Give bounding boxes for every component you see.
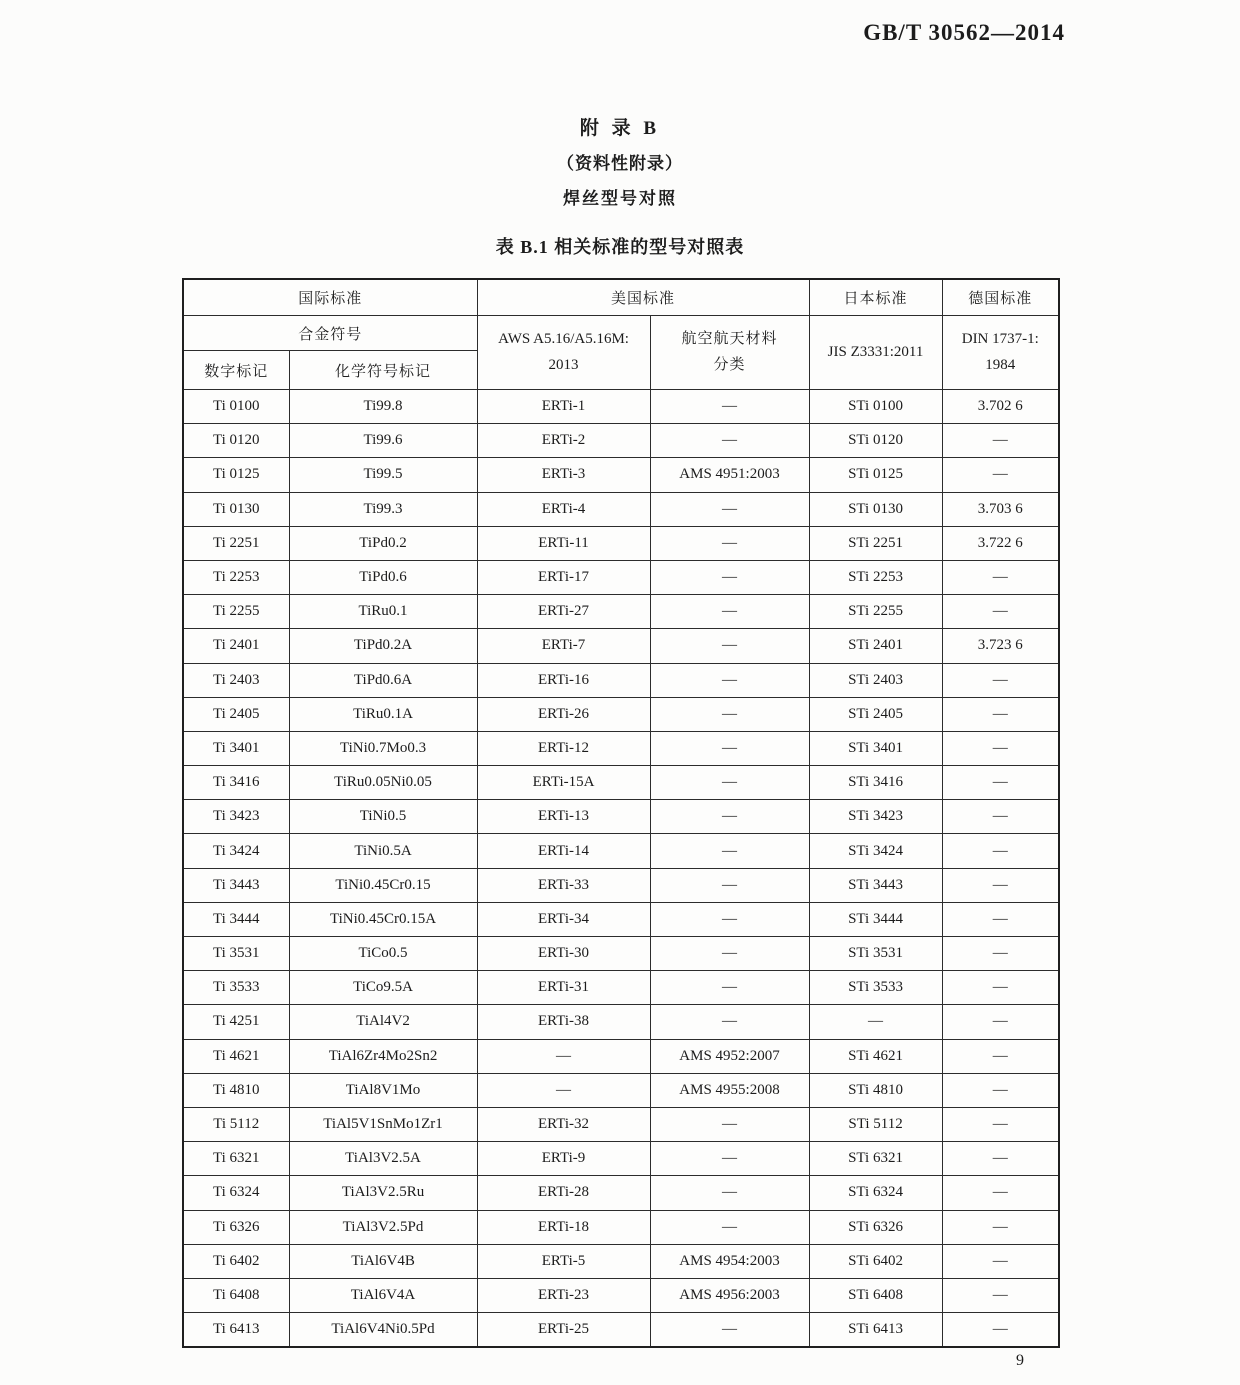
table-cell: TiAl6V4B: [289, 1244, 477, 1278]
table-cell: ERTi-17: [477, 560, 650, 594]
table-cell: —: [650, 629, 809, 663]
table-cell: 3.722 6: [942, 526, 1059, 560]
table-cell: —: [942, 1039, 1059, 1073]
table-cell: TiAl5V1SnMo1Zr1: [289, 1107, 477, 1141]
table-cell: STi 0100: [809, 390, 942, 424]
table-row: [183, 697, 1059, 731]
header-alloy-symbol: 合金符号: [183, 316, 477, 351]
table-cell: Ti99.6: [289, 424, 477, 458]
table-cell: STi 6413: [809, 1313, 942, 1348]
table-cell: —: [477, 1039, 650, 1073]
table-cell: Ti 6413: [183, 1313, 289, 1348]
table-cell: ERTi-33: [477, 868, 650, 902]
table-cell: TiAl6V4A: [289, 1278, 477, 1312]
header-de-standard: 德国标准: [942, 279, 1059, 316]
table-row: [183, 1039, 1059, 1073]
table-cell: Ti 6326: [183, 1210, 289, 1244]
table-cell: ERTi-32: [477, 1107, 650, 1141]
appendix-title: 附 录 B: [579, 118, 661, 139]
table-cell: TiAl3V2.5Pd: [289, 1210, 477, 1244]
table-cell: —: [650, 1313, 809, 1348]
table-cell: TiNi0.5: [289, 800, 477, 834]
table-cell: STi 2251: [809, 526, 942, 560]
table-row: [183, 595, 1059, 629]
table-cell: —: [942, 697, 1059, 731]
table-cell: Ti 6324: [183, 1176, 289, 1210]
table-cell: —: [942, 1313, 1059, 1348]
table-cell: ERTi-34: [477, 902, 650, 936]
table-cell: Ti99.5: [289, 458, 477, 492]
table-cell: TiAl6V4Ni0.5Pd: [289, 1313, 477, 1348]
table-cell: AMS 4956:2003: [650, 1278, 809, 1312]
table-cell: STi 6326: [809, 1210, 942, 1244]
table-row: [183, 1244, 1059, 1278]
table-cell: STi 3423: [809, 800, 942, 834]
table-row: [183, 492, 1059, 526]
table-cell: TiNi0.7Mo0.3: [289, 731, 477, 765]
table-cell: Ti 0120: [183, 424, 289, 458]
table-cell: —: [650, 526, 809, 560]
table-cell: STi 3533: [809, 971, 942, 1005]
table-row: [183, 1005, 1059, 1039]
table-cell: STi 0125: [809, 458, 942, 492]
table-cell: STi 3444: [809, 902, 942, 936]
table-cell: STi 3401: [809, 731, 942, 765]
table-cell: ERTi-31: [477, 971, 650, 1005]
header-aws-spec-line1: AWS A5.16/A5.16M:: [498, 331, 629, 347]
table-cell: STi 6324: [809, 1176, 942, 1210]
table-cell: —: [942, 800, 1059, 834]
table-cell: ERTi-25: [477, 1313, 650, 1348]
table-cell: Ti 3531: [183, 937, 289, 971]
table-cell: Ti 0130: [183, 492, 289, 526]
table-cell: —: [942, 1107, 1059, 1141]
table-cell: STi 0130: [809, 492, 942, 526]
table-cell: —: [650, 560, 809, 594]
table-cell: ERTi-2: [477, 424, 650, 458]
table-cell: STi 3416: [809, 766, 942, 800]
appendix-subject: 焊丝型号对照: [563, 189, 677, 208]
table-cell: —: [650, 731, 809, 765]
table-row: [183, 834, 1059, 868]
table-cell: Ti 2253: [183, 560, 289, 594]
table-cell: Ti 3444: [183, 902, 289, 936]
table-cell: ERTi-30: [477, 937, 650, 971]
table-cell: ERTi-38: [477, 1005, 650, 1039]
table-cell: 3.723 6: [942, 629, 1059, 663]
header-aws-spec: [477, 316, 650, 390]
table-row: [183, 390, 1059, 424]
table-row: [183, 1107, 1059, 1141]
table-cell: AMS 4952:2007: [650, 1039, 809, 1073]
appendix-subtitle: （资料性附录）: [557, 154, 683, 173]
table-cell: STi 4621: [809, 1039, 942, 1073]
header-din-spec-line1: DIN 1737-1:: [961, 331, 1039, 347]
table-row: [183, 902, 1059, 936]
table-cell: ERTi-28: [477, 1176, 650, 1210]
table-cell: Ti 5112: [183, 1107, 289, 1141]
table-cell: 3.702 6: [942, 390, 1059, 424]
table-cell: TiPd0.2A: [289, 629, 477, 663]
table-cell: Ti 3416: [183, 766, 289, 800]
table-cell: Ti 2405: [183, 697, 289, 731]
table-cell: —: [809, 1005, 942, 1039]
table-cell: STi 3531: [809, 937, 942, 971]
table-cell: STi 0120: [809, 424, 942, 458]
table-cell: ERTi-18: [477, 1210, 650, 1244]
table-cell: 3.703 6: [942, 492, 1059, 526]
table-cell: —: [942, 1005, 1059, 1039]
table-cell: AMS 4954:2003: [650, 1244, 809, 1278]
page-number: 9: [1016, 1352, 1024, 1369]
table-cell: —: [942, 971, 1059, 1005]
table-cell: ERTi-14: [477, 834, 650, 868]
table-cell: TiCo0.5: [289, 937, 477, 971]
table-cell: —: [650, 424, 809, 458]
table-cell: —: [942, 560, 1059, 594]
table-cell: Ti 3423: [183, 800, 289, 834]
table-cell: Ti 6408: [183, 1278, 289, 1312]
table-cell: TiCo9.5A: [289, 971, 477, 1005]
table-header: [183, 279, 1059, 390]
table-cell: TiNi0.45Cr0.15: [289, 868, 477, 902]
table-cell: STi 2253: [809, 560, 942, 594]
table-cell: STi 5112: [809, 1107, 942, 1141]
table-cell: TiRu0.1A: [289, 697, 477, 731]
table-cell: —: [942, 868, 1059, 902]
table-cell: Ti 3533: [183, 971, 289, 1005]
table-cell: Ti99.8: [289, 390, 477, 424]
table-cell: —: [650, 390, 809, 424]
table-cell: —: [650, 1005, 809, 1039]
table-row: [183, 731, 1059, 765]
table-cell: Ti 2401: [183, 629, 289, 663]
table-row: [183, 1073, 1059, 1107]
table-cell: STi 2401: [809, 629, 942, 663]
table-row: [183, 560, 1059, 594]
table-cell: TiRu0.05Ni0.05: [289, 766, 477, 800]
table-row: [183, 1210, 1059, 1244]
table-cell: ERTi-23: [477, 1278, 650, 1312]
table-cell: ERTi-7: [477, 629, 650, 663]
table-cell: TiAl6Zr4Mo2Sn2: [289, 1039, 477, 1073]
table-cell: STi 4810: [809, 1073, 942, 1107]
table-cell: Ti 6402: [183, 1244, 289, 1278]
header-jis-spec: JIS Z3331:2011: [809, 316, 942, 390]
header-din-spec: [942, 316, 1059, 390]
table-row: [183, 937, 1059, 971]
table-cell: —: [650, 834, 809, 868]
header-us-standard: 美国标准: [477, 279, 809, 316]
table-cell: AMS 4955:2008: [650, 1073, 809, 1107]
table-cell: STi 6408: [809, 1278, 942, 1312]
table-row: [183, 1176, 1059, 1210]
table-row: [183, 458, 1059, 492]
table-cell: —: [650, 1142, 809, 1176]
table-cell: TiPd0.6A: [289, 663, 477, 697]
table-cell: STi 6321: [809, 1142, 942, 1176]
table-cell: Ti 2255: [183, 595, 289, 629]
table-cell: Ti 3424: [183, 834, 289, 868]
header-chemical-designation: 化学符号标记: [289, 351, 477, 390]
table-cell: STi 3424: [809, 834, 942, 868]
table-row: [183, 526, 1059, 560]
table-cell: —: [650, 663, 809, 697]
table-cell: Ti 0125: [183, 458, 289, 492]
table-cell: Ti 4810: [183, 1073, 289, 1107]
table-cell: ERTi-9: [477, 1142, 650, 1176]
table-cell: —: [650, 1107, 809, 1141]
header-jp-standard: 日本标准: [809, 279, 942, 316]
table-cell: —: [650, 902, 809, 936]
table-body: [183, 390, 1059, 1348]
table-cell: —: [477, 1073, 650, 1107]
table-cell: —: [942, 1073, 1059, 1107]
table-cell: —: [942, 1244, 1059, 1278]
comparison-table: [182, 278, 1060, 1348]
table-cell: TiNi0.5A: [289, 834, 477, 868]
table-cell: —: [650, 766, 809, 800]
table-caption: 表 B.1 相关标准的型号对照表: [495, 237, 745, 257]
header-aerospace-class: [650, 316, 809, 390]
table-cell: ERTi-1: [477, 390, 650, 424]
header-aws-spec-line2: 2013: [548, 356, 579, 373]
table-cell: —: [650, 800, 809, 834]
table-cell: —: [942, 458, 1059, 492]
table-row: [183, 1142, 1059, 1176]
table-cell: STi 2255: [809, 595, 942, 629]
table-row: [183, 868, 1059, 902]
table-cell: —: [650, 595, 809, 629]
table-cell: —: [650, 937, 809, 971]
table-cell: —: [650, 697, 809, 731]
table-cell: ERTi-4: [477, 492, 650, 526]
header-din-spec-line2: 1984: [985, 356, 1016, 373]
table-cell: TiAl3V2.5A: [289, 1142, 477, 1176]
table-cell: —: [942, 424, 1059, 458]
table-row: [183, 424, 1059, 458]
table-cell: ERTi-12: [477, 731, 650, 765]
table-cell: —: [942, 937, 1059, 971]
table-cell: —: [942, 1278, 1059, 1312]
table-cell: STi 6402: [809, 1244, 942, 1278]
table-row: [183, 1313, 1059, 1348]
table-cell: Ti 6321: [183, 1142, 289, 1176]
table-cell: Ti 4621: [183, 1039, 289, 1073]
table-cell: TiRu0.1: [289, 595, 477, 629]
table-cell: STi 3443: [809, 868, 942, 902]
table-cell: —: [650, 1210, 809, 1244]
table-row: [183, 1278, 1059, 1312]
table-cell: ERTi-11: [477, 526, 650, 560]
table-cell: ERTi-15A: [477, 766, 650, 800]
table-cell: —: [942, 902, 1059, 936]
table-cell: —: [650, 868, 809, 902]
table-row: [183, 766, 1059, 800]
table-cell: Ti 2403: [183, 663, 289, 697]
table-cell: TiPd0.6: [289, 560, 477, 594]
header-aerospace-class-line1: 航空航天材料: [681, 331, 778, 347]
table-cell: —: [942, 834, 1059, 868]
table-cell: ERTi-27: [477, 595, 650, 629]
table-cell: TiAl8V1Mo: [289, 1073, 477, 1107]
table-cell: —: [942, 1176, 1059, 1210]
table-cell: STi 2403: [809, 663, 942, 697]
appendix-heading: [182, 113, 1058, 209]
table-row: [183, 800, 1059, 834]
table-cell: Ti 4251: [183, 1005, 289, 1039]
table-cell: Ti 0100: [183, 390, 289, 424]
table-cell: TiAl4V2: [289, 1005, 477, 1039]
table-cell: ERTi-13: [477, 800, 650, 834]
table-cell: —: [650, 492, 809, 526]
table-cell: —: [942, 766, 1059, 800]
table-cell: TiNi0.45Cr0.15A: [289, 902, 477, 936]
table-cell: Ti 3443: [183, 868, 289, 902]
table-cell: —: [650, 1176, 809, 1210]
table-cell: —: [942, 731, 1059, 765]
doc-number: GB/T 30562—2014: [863, 20, 1065, 45]
table-cell: Ti99.3: [289, 492, 477, 526]
table-cell: —: [650, 971, 809, 1005]
table-row: [183, 971, 1059, 1005]
table-cell: AMS 4951:2003: [650, 458, 809, 492]
header-aerospace-class-line2: 分类: [713, 356, 746, 373]
table-cell: ERTi-5: [477, 1244, 650, 1278]
table-cell: STi 2405: [809, 697, 942, 731]
table-cell: TiPd0.2: [289, 526, 477, 560]
table-cell: —: [942, 595, 1059, 629]
table-cell: —: [942, 663, 1059, 697]
table-row: [183, 629, 1059, 663]
header-intl-standard: 国际标准: [183, 279, 477, 316]
table-cell: ERTi-16: [477, 663, 650, 697]
table-cell: —: [942, 1210, 1059, 1244]
header-numeric-designation: 数字标记: [183, 351, 289, 390]
table-cell: —: [942, 1142, 1059, 1176]
table-row: [183, 663, 1059, 697]
table-cell: Ti 2251: [183, 526, 289, 560]
table-cell: ERTi-3: [477, 458, 650, 492]
table-cell: ERTi-26: [477, 697, 650, 731]
table-cell: Ti 3401: [183, 731, 289, 765]
table-cell: TiAl3V2.5Ru: [289, 1176, 477, 1210]
